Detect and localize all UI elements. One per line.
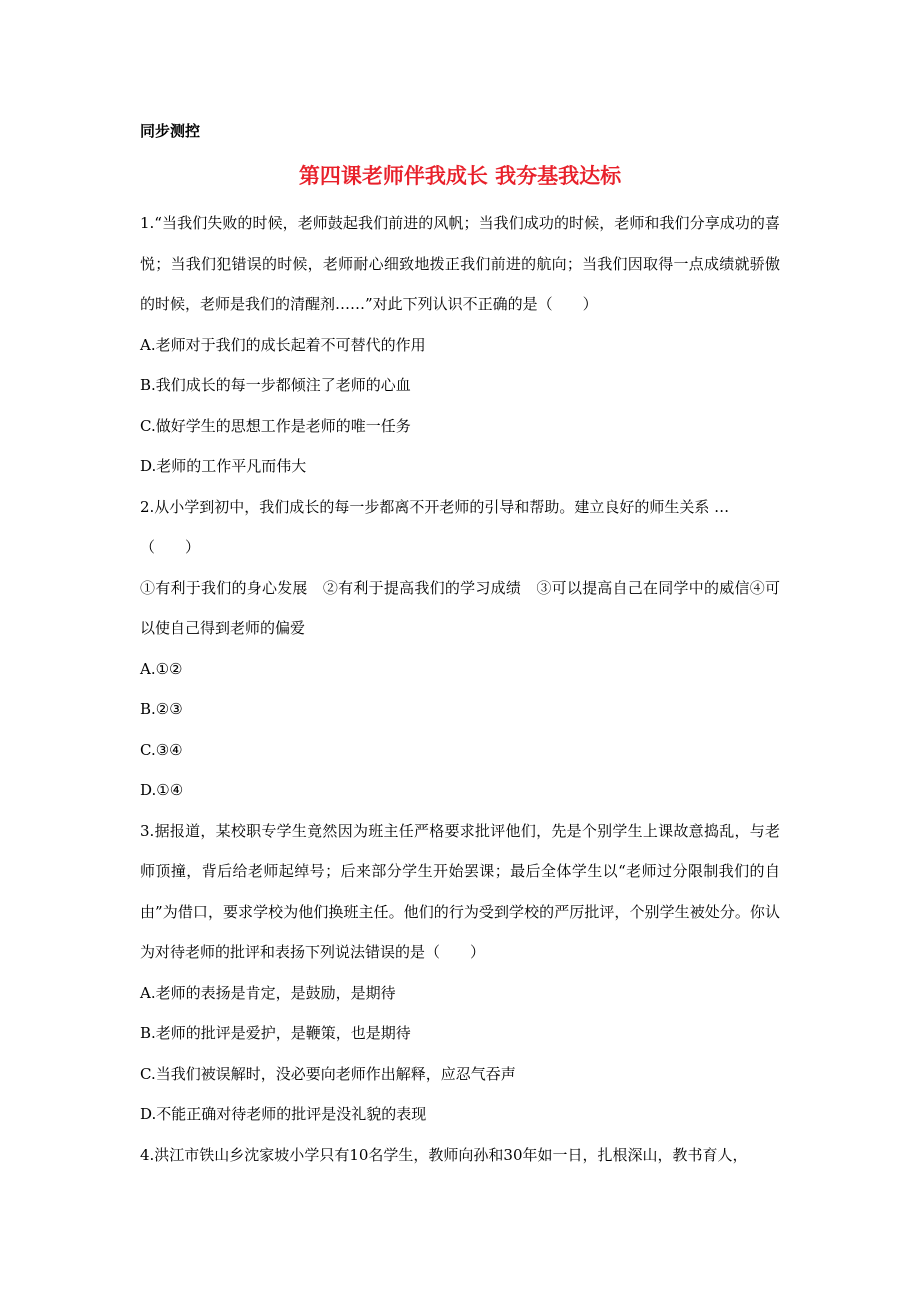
option-d: D.老师的工作平凡而伟大 (140, 457, 307, 475)
question-3 (140, 811, 780, 1135)
option-b: B.②③ (140, 700, 183, 718)
answer-bracket: （ ） (140, 538, 201, 556)
question-list (140, 203, 780, 1175)
option-c: C.③④ (140, 740, 183, 759)
page-title: 第四课老师伴我成长 我夯基我达标 (298, 163, 622, 188)
option-c: C.当我们被误解时，没必要向老师作出解释，应忍气吞声 (140, 1064, 516, 1083)
question-statements: ①有利于我们的身心发展 ②有利于提高我们的学习成绩 ③可以提高自己在同学中的威信④可以使自己得到老师的偏爱 (140, 578, 780, 637)
section-label: 同步测控 (140, 122, 201, 140)
question-stem: 4.洪江市铁山乡沈家坡小学只有10名学生，教师向孙和30年如一日，扎根深山，教书育人， (140, 1145, 748, 1164)
option-c: C.做好学生的思想工作是老师的唯一任务 (140, 416, 411, 435)
question-2 (140, 487, 780, 811)
option-a: A.老师对于我们的成长起着不可替代的作用 (140, 335, 426, 354)
option-d: D.不能正确对待老师的批评是没礼貌的表现 (140, 1105, 427, 1123)
option-b: B.老师的批评是爱护，是鞭策，也是期待 (140, 1024, 411, 1042)
option-d: D.①④ (140, 781, 184, 799)
question-stem: 1.“当我们失败的时候，老师鼓起我们前进的风帆；当我们成功的时候，老师和我们分享成功的喜悦；当我们犯错误的时候，老师耐心细致地拨正我们前进的航向；当我们因取得一点成绩就骄傲的时候，老师是我们的清醒剂……”对此下列认识不正确的是（ ） (140, 214, 780, 313)
option-a: A.①② (140, 659, 183, 678)
question-stem: 2.从小学到初中，我们成长的每一步都离不开老师的引导和帮助。建立良好的师生关系 … (140, 497, 730, 516)
question-stem: 3.据报道，某校职专学生竟然因为班主任严格要求批评他们，先是个别学生上课故意捣乱，与老师顶撞，背后给老师起绰号；后来部分学生开始罢课；最后全体学生以“老师过分限制我们的自由”为借口，要求学校为他们换班主任。他们的行为受到学校的严厉批评，个别学生被处分。你认为对待老师的批评和表扬下列说法错误的是（ ） (140, 821, 780, 961)
question-1 (140, 203, 780, 487)
option-a: A.老师的表扬是肯定，是鼓励，是期待 (140, 983, 396, 1002)
question-4 (140, 1135, 780, 1176)
option-b: B.我们成长的每一步都倾注了老师的心血 (140, 376, 411, 394)
